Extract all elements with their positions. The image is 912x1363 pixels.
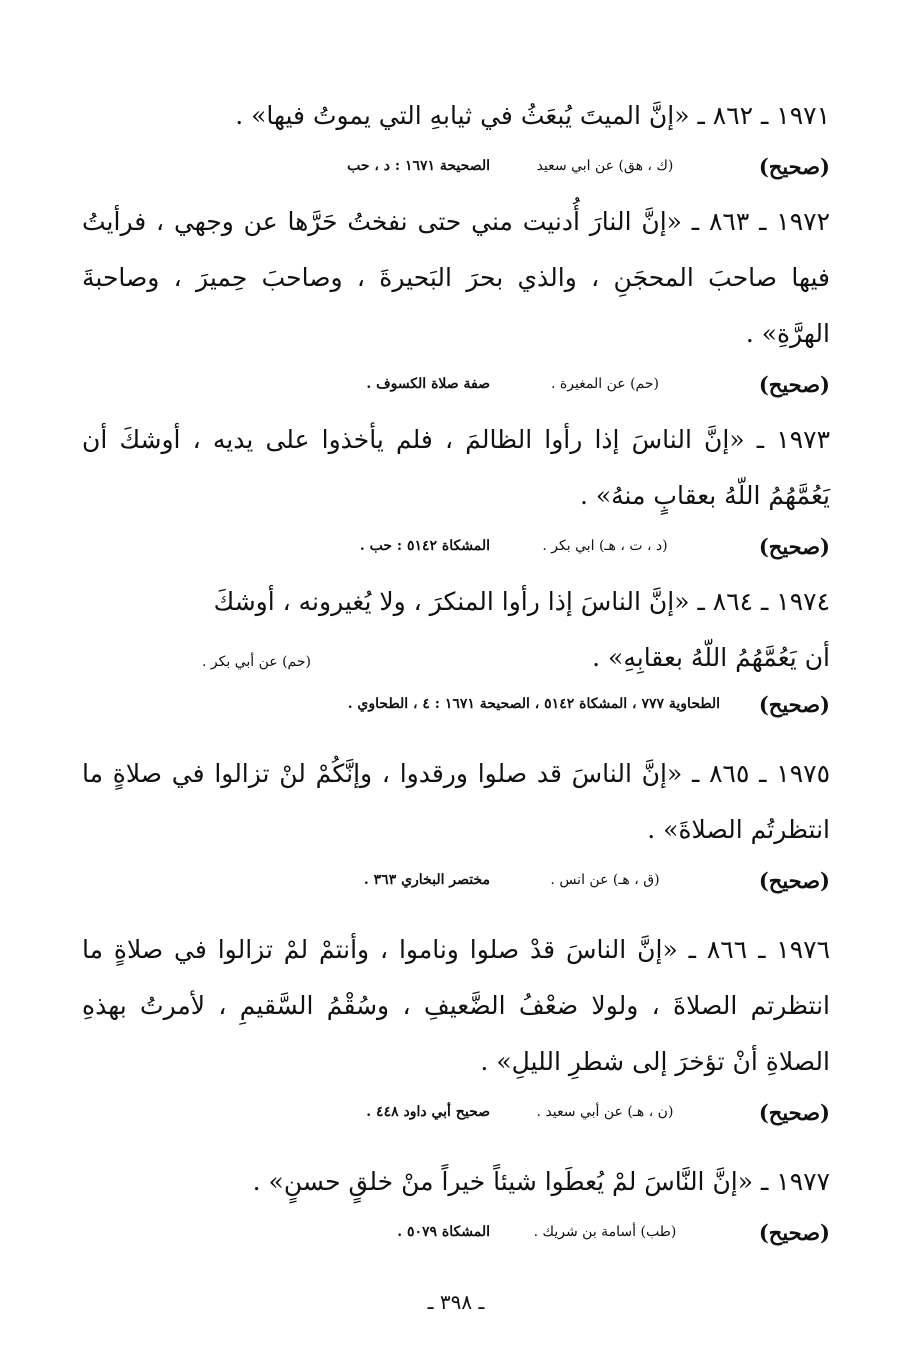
hadith-entry (82, 922, 830, 1134)
source-line (82, 858, 830, 902)
grade-label: (صحيح) (758, 153, 830, 179)
hadith-text: ١٩٧٣ ـ «إنَّ الناسَ إذا رأوا الظالمَ ، فلم يأخذوا على يديه ، أوشكَ أن يَعُمَّهُمُ اللّهُ بعقابٍ منهُ» . (82, 425, 830, 510)
grade-label: (صحيح) (758, 691, 830, 717)
grade-label: (صحيح) (758, 533, 830, 559)
narration-sources: (ك ، هق) عن ابي سعيد (536, 158, 674, 174)
source-line (82, 362, 830, 406)
source-line (82, 682, 830, 726)
hadith-text: ١٩٧٢ ـ ٨٦٣ ـ «إنَّ النارَ أُدنيت مني حتى نفختُ حَرَّها عن وجهي ، فرأيتُ فيها صاحبَ المحجَنِ ، والذي بحرَ البَحيرةَ ، وصاحبَ حِميرَ ، وصاحبةَ الهرَّةِ» . (82, 207, 831, 348)
narration-sources: (ق ، هـ) عن انس . (550, 872, 660, 888)
page-number: ـ ٣٩٨ ـ (427, 1290, 485, 1314)
hadith-entry (82, 574, 830, 726)
grade-label: (صحيح) (758, 371, 830, 397)
source-line (82, 524, 830, 568)
source-line (82, 1090, 830, 1134)
narration-sources: (د ، ت ، هـ) ابي بكر . (542, 538, 668, 554)
hadith-text: ١٩٧١ ـ ٨٦٢ ـ «إنَّ الميتَ يُبعَثُ في ثيابهِ التي يموتُ فيها» . (235, 101, 830, 130)
narration-sources: (حم) عن أبي بكر . (202, 654, 311, 670)
hadith-entry (82, 412, 830, 568)
spacer (82, 908, 830, 922)
hadith-text-continued: أن يَعُمَّهُمُ اللّهُ بعقابِهِ» . (592, 643, 830, 672)
hadith-line-with-sources (82, 630, 830, 686)
hadith-text: ١٩٧٥ ـ ٨٦٥ ـ «إنَّ الناسَ قد صلوا ورقدوا ، وإنَّكُمْ لنْ تزالوا في صلاةٍ ما انتظرتُم الصلاةَ» . (82, 759, 830, 844)
reference: الطحاوية ٧٧٧ ، المشكاة ٥١٤٢ ، الصحيحة ١٦٧١ : ٤ ، الطحاوي . (347, 696, 720, 712)
source-line (82, 144, 830, 188)
reference: صحيح أبي داود ٤٤٨ . (366, 1104, 490, 1120)
hadith-entry (82, 194, 830, 406)
hadith-entry (82, 746, 830, 902)
reference: الصحيحة ١٦٧١ : د ، حب (347, 158, 490, 174)
hadith-entry (82, 1154, 830, 1254)
narration-sources: (ن ، هـ) عن أبي سعيد . (536, 1104, 674, 1120)
grade-label: (صحيح) (758, 1219, 830, 1245)
grade-label: (صحيح) (758, 1099, 830, 1125)
reference: المشكاة ٥٠٧٩ . (397, 1224, 490, 1240)
narration-sources: (حم) عن المغيرة . (551, 376, 659, 392)
spacer (82, 732, 830, 746)
reference: المشكاة ٥١٤٢ : حب . (359, 538, 490, 554)
reference: صفة صلاة الكسوف . (366, 376, 490, 392)
hadith-entry (82, 88, 830, 188)
narration-sources: (طب) أسامة بن شريك . (533, 1224, 677, 1240)
spacer (82, 1140, 830, 1154)
source-line (82, 1210, 830, 1254)
reference: مختصر البخاري ٣٦٣ . (363, 872, 490, 888)
hadith-text: ١٩٧٦ ـ ٨٦٦ ـ «إنَّ الناسَ قدْ صلوا وناموا ، وأنتمْ لمْ تزالوا في صلاةٍ ما انتظرتم الصلاةَ ، ولولا ضعْفُ الضَّعيفِ ، وسُقْمُ السَّقيمِ ، لأمرتُ بهذهِ الصلاةِ أنْ تؤخرَ إلى شطرِ الليلِ» . (82, 935, 831, 1076)
hadith-text: ١٩٧٤ ـ ٨٦٤ ـ «إنَّ الناسَ إذا رأوا المنكرَ ، ولا يُغيرونه ، أوشكَ (213, 587, 830, 616)
grade-label: (صحيح) (758, 867, 830, 893)
hadith-text: ١٩٧٧ ـ «إنَّ النَّاسَ لمْ يُعطَوا شيئاً خيراً منْ خلقٍ حسنٍ» . (252, 1167, 830, 1196)
